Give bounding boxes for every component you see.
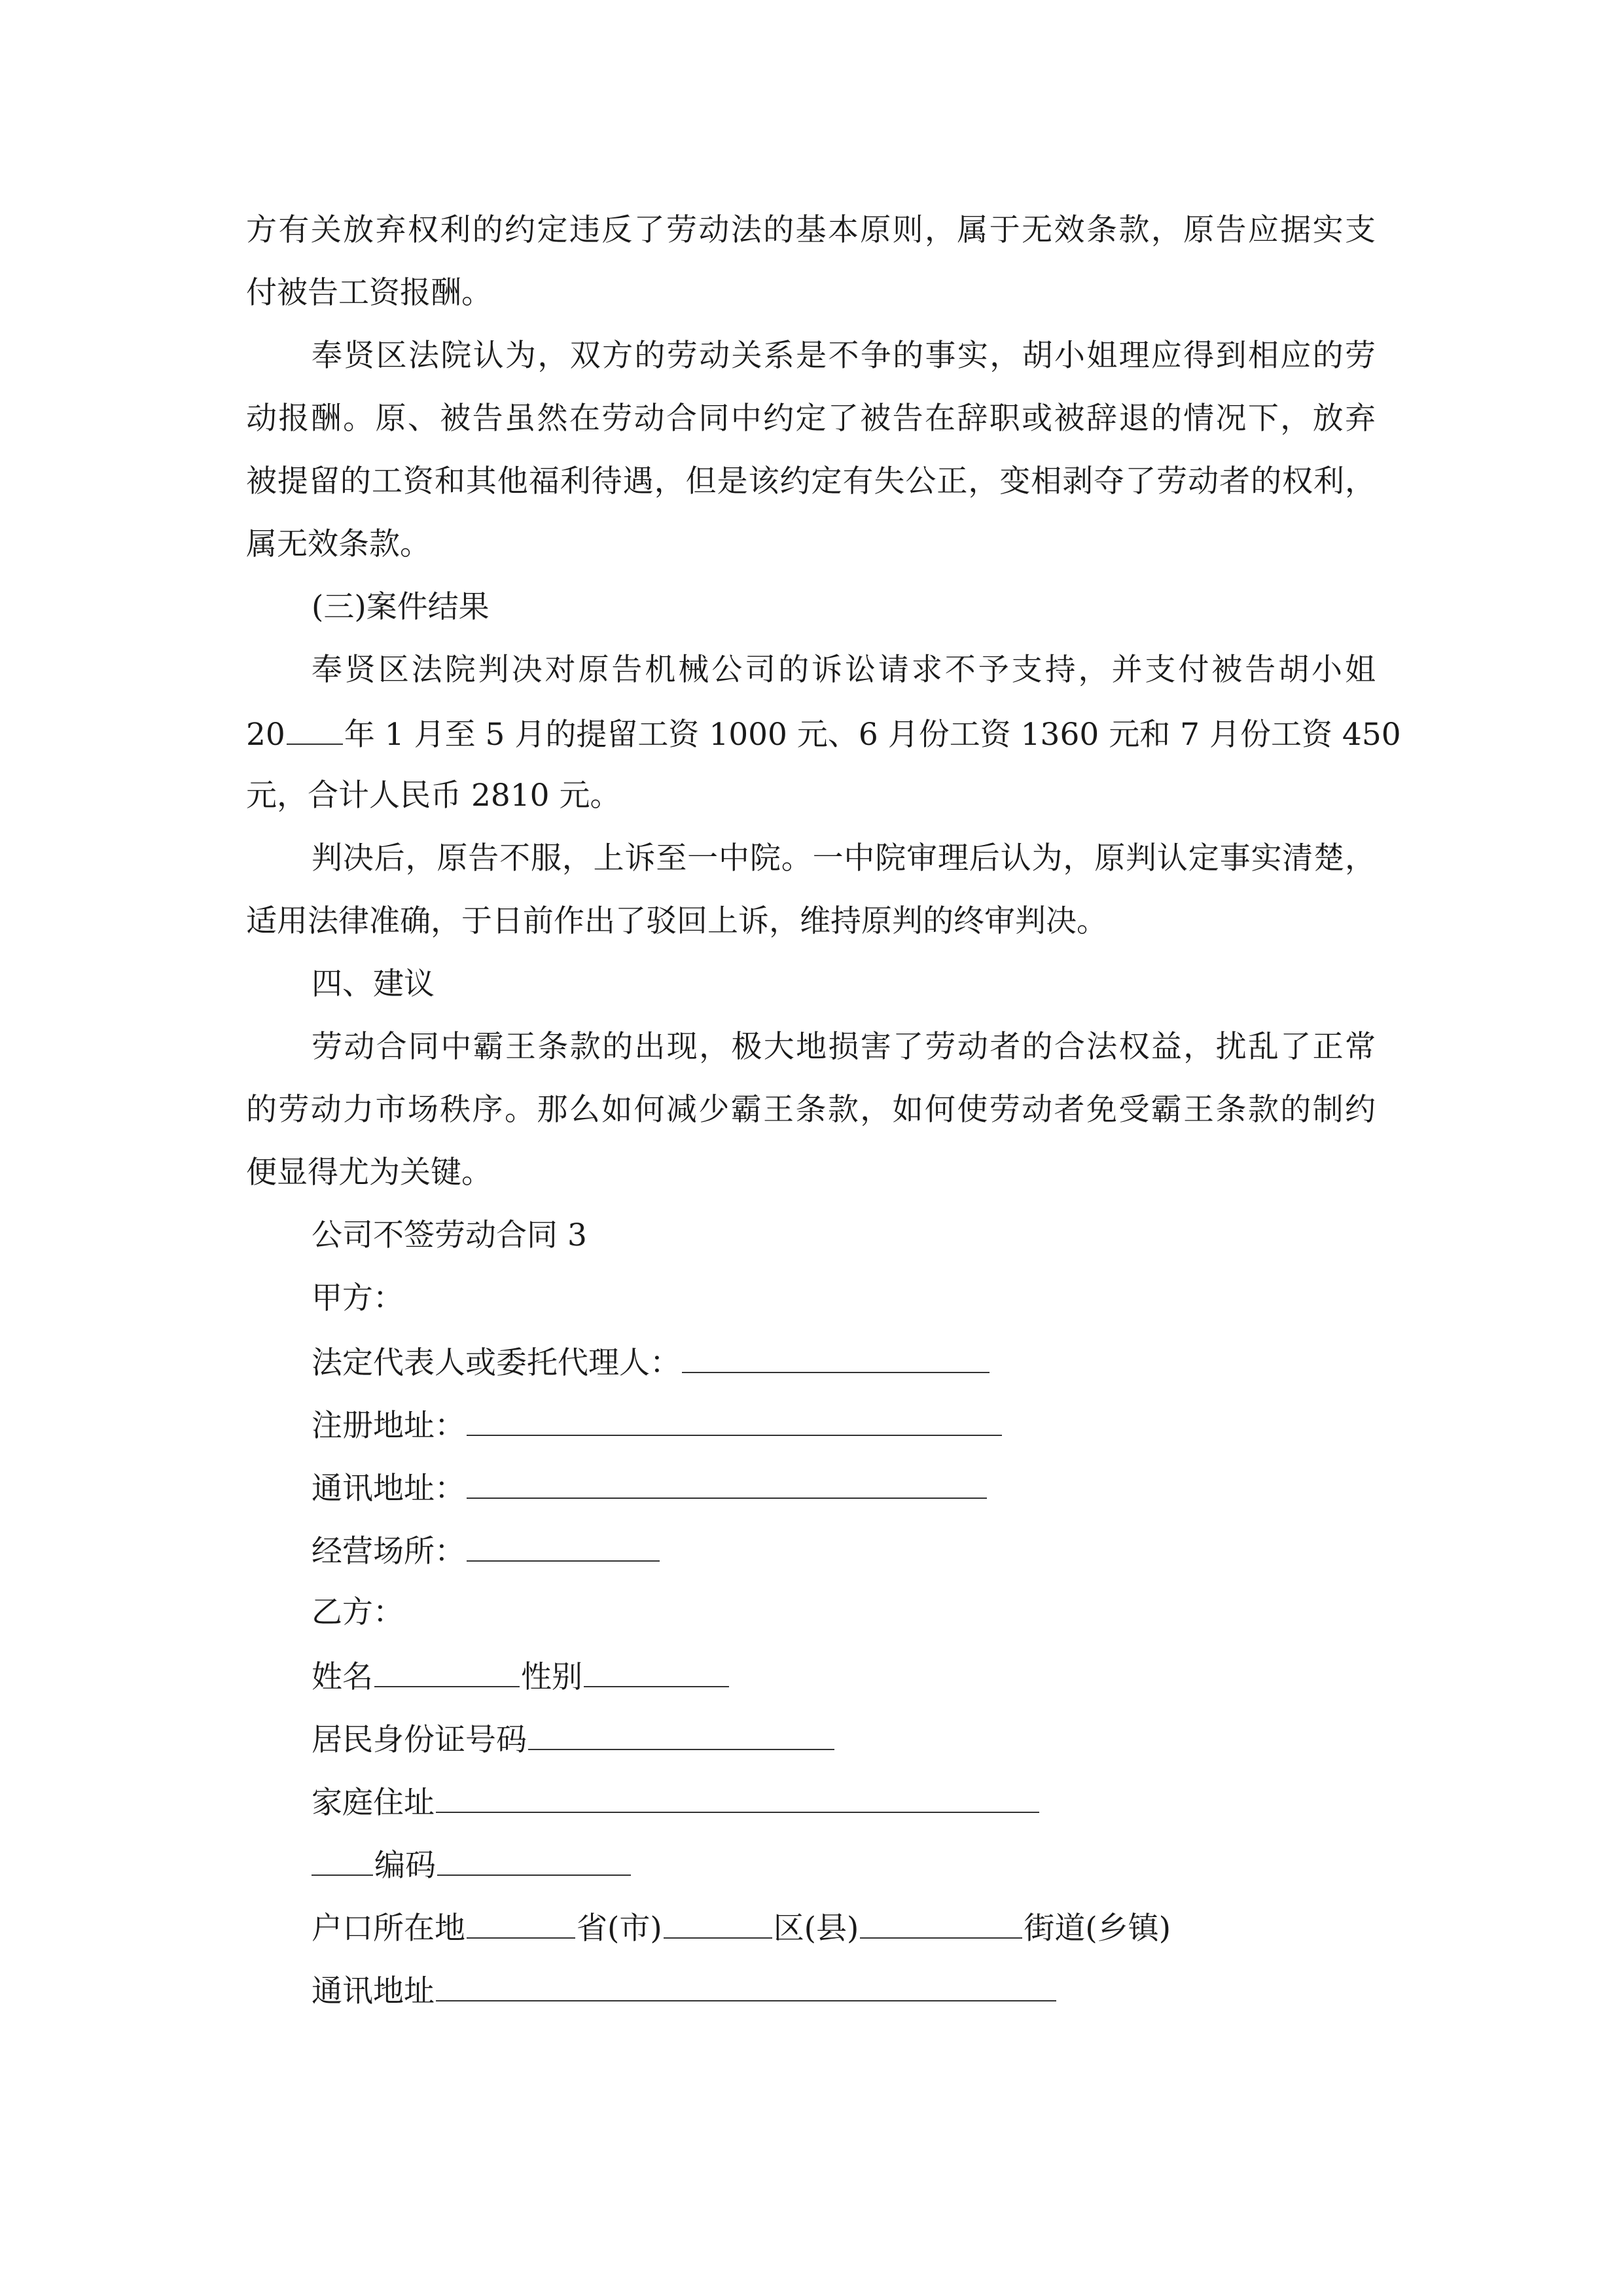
paragraph-line: 元，合计人民币 2810 元。 (246, 778, 621, 814)
paragraph-text: 年 1 月至 5 月的提留工资 1000 元、6 月份工资 1360 元和 7 月份工资 450 (344, 717, 1401, 753)
fill-in-blank (584, 1656, 729, 1687)
field-label: 注册地址： (312, 1408, 465, 1444)
fill-in-blank (467, 1405, 1002, 1436)
form-field-household-registration (312, 1907, 1171, 1948)
paragraph-line: 适用法律准确，于日前作出了驳回上诉，维持原判的终审判决。 (246, 903, 1107, 939)
fill-in-blank (467, 1467, 987, 1499)
field-label: 姓名 (312, 1659, 373, 1695)
paragraph-line: 奉贤区法院判决对原告机械公司的诉讼请求不予支持，并支付被告胡小姐 (312, 652, 1376, 688)
form-field-home-address (312, 1782, 1041, 1823)
paragraph-line: 被提留的工资和其他福利待遇，但是该约定有失公正，变相剥夺了劳动者的权利， (246, 463, 1376, 499)
fill-in-blank (374, 1656, 520, 1687)
form-field-mailing-address (312, 1467, 988, 1509)
field-label: 省(市) (577, 1910, 662, 1946)
fill-in-blank (437, 1844, 631, 1876)
fill-in-blank (436, 1782, 1039, 1813)
fill-in-blank (312, 1844, 373, 1876)
party-b-label: 乙方： (312, 1594, 404, 1630)
paragraph-line: 动报酬。原、被告虽然在劳动合同中约定了被告在辞职或被辞退的情况下，放弃 (246, 401, 1376, 437)
field-label: 家庭住址 (312, 1785, 435, 1821)
fill-in-blank (436, 1970, 1056, 2001)
paragraph-line: 属无效条款。 (246, 526, 431, 562)
blank-line (287, 713, 343, 745)
paragraph-line: 方有关放弃权利的约定违反了劳动法的基本原则，属于无效条款，原告应据实支 (246, 212, 1376, 248)
form-field-postal-code (312, 1844, 632, 1886)
field-label: 居民身份证号码 (312, 1722, 527, 1758)
field-label: 法定代表人或委托代理人： (312, 1345, 681, 1381)
paragraph-line (246, 713, 1401, 755)
fill-in-blank (682, 1342, 990, 1373)
fill-in-blank (528, 1719, 834, 1750)
paragraph-line: 判决后，原告不服，上诉至一中院。一中院审理后认为，原判认定事实清楚， (312, 840, 1376, 876)
form-field-mailing-address-b (312, 1970, 1058, 2011)
field-label: 户口所在地 (312, 1910, 465, 1946)
paragraph-line: 的劳动力市场秩序。那么如何减少霸王条款，如何使劳动者免受霸王条款的制约 (246, 1092, 1376, 1128)
fill-in-blank (467, 1530, 660, 1562)
paragraph-line: 奉贤区法院认为，双方的劳动关系是不争的事实，胡小姐理应得到相应的劳 (312, 338, 1376, 374)
contract-title: 公司不签劳动合同 3 (312, 1217, 587, 1253)
field-label: 性别 (521, 1659, 582, 1695)
field-label: 通讯地址： (312, 1471, 465, 1507)
fill-in-blank (664, 1907, 772, 1939)
field-label: 通讯地址 (312, 1973, 435, 2009)
form-field-legal-representative (312, 1342, 991, 1383)
paragraph-line: 劳动合同中霸王条款的出现，极大地损害了劳动者的合法权益，扰乱了正常 (312, 1029, 1376, 1065)
paragraph-line: 付被告工资报酬。 (246, 275, 492, 311)
field-label: 街道(乡镇) (1024, 1910, 1171, 1946)
form-field-business-premises (312, 1530, 661, 1571)
fill-in-blank (860, 1907, 1022, 1939)
form-field-id-number (312, 1719, 836, 1760)
fill-in-blank (467, 1907, 575, 1939)
paragraph-line: 便显得尤为关键。 (246, 1155, 492, 1191)
party-a-label: 甲方： (312, 1280, 404, 1316)
form-field-registered-address (312, 1405, 1003, 1446)
field-label: 编码 (374, 1848, 436, 1884)
field-label: 区(县) (773, 1910, 859, 1946)
section-heading: (三)案件结果 (312, 589, 490, 625)
section-heading: 四、建议 (312, 966, 435, 1002)
form-field-name-gender (312, 1656, 730, 1697)
year-prefix: 20 (246, 717, 285, 753)
field-label: 经营场所： (312, 1534, 465, 1570)
